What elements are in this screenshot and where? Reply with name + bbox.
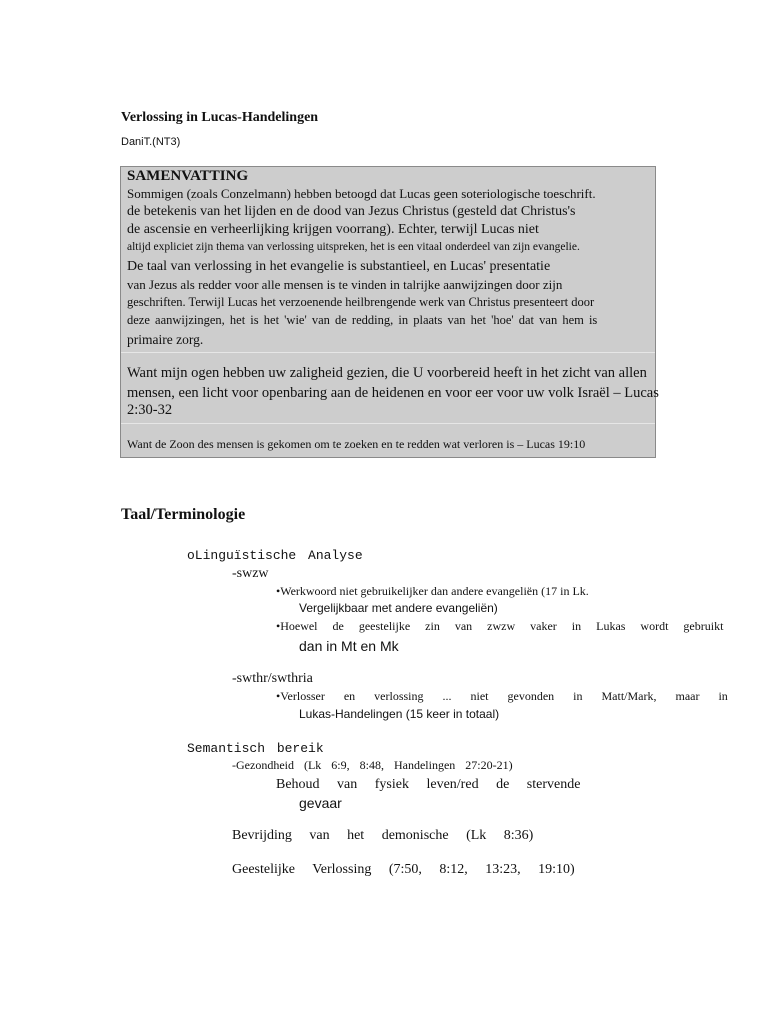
terminology-heading: Taal/Terminologie	[121, 506, 246, 523]
summary-box	[120, 166, 659, 458]
divider	[121, 423, 655, 424]
quote-line: mensen, een licht voor openbaring aan de heidenen en voor eer voor uw volk Israël – Lucas	[127, 385, 659, 401]
summary-line: De taal van verlossing in het evangelie is substantieel, en Lucas' presentatie	[127, 259, 551, 274]
bullet-text: Vergelijkbaar met andere evangeliën)	[299, 601, 498, 615]
gezondheid-line: -Gezondheid (Lk 6:9, 8:48, Handelingen 27:20-21)	[232, 758, 513, 772]
summary-heading: SAMENVATTING	[127, 168, 249, 184]
bullet-text: dan in Mt en Mk	[299, 638, 399, 654]
geestelijke-line: Geestelijke Verlossing (7:50, 8:12, 13:23, 19:10)	[232, 862, 575, 877]
linguistic-heading: oLinguïstische Analyse	[187, 548, 363, 563]
bullet-text: Lukas-Handelingen (15 keer in totaal)	[299, 707, 500, 721]
summary-line: altijd expliciet zijn thema van verlossing uitspreken, het is een vitaal onderdeel van zijn evangelie.	[127, 241, 580, 253]
summary-line: Sommigen (zoals Conzelmann) hebben betoogd dat Lucas geen soteriologische toeschrift.	[127, 186, 596, 201]
quote-line: 2:30-32	[127, 402, 173, 418]
swthr-label: -swthr/swthria	[232, 671, 313, 686]
document-title: Verlossing in Lucas-Handelingen	[121, 110, 319, 125]
bevrijding-line: Bevrijding van het demonische (Lk 8:36)	[232, 828, 534, 843]
document-author: DaniT.(NT3)	[121, 136, 181, 148]
quote-line: Want de Zoon des mensen is gekomen om te zoeken en te redden wat verloren is – Lucas 19:10	[127, 437, 586, 451]
quote-line: Want mijn ogen hebben uw zaligheid gezien, die U voorbereid heeft in het zicht van allen	[127, 365, 647, 381]
summary-line: de betekenis van het lijden en de dood van Jezus Christus (gesteld dat Christus's	[127, 204, 576, 219]
summary-line: van Jezus als redder voor alle mensen is te vinden in talrijke aanwijzingen door zijn	[127, 277, 563, 292]
bullet-text: •Hoewel de geestelijke zin van zwzw vaker in Lukas wordt gebruikt	[276, 619, 724, 633]
behoud-line: Behoud van fysiek leven/red de stervende	[276, 777, 581, 792]
summary-line: deze aanwijzingen, het is het 'wie' van de redding, in plaats van het 'hoe' dat van hem is	[127, 313, 598, 327]
summary-line: de ascensie en verheerlijking krijgen voorrang). Echter, terwijl Lucas niet	[127, 222, 539, 237]
behoud-line: gevaar	[299, 795, 342, 811]
summary-line: primaire zorg.	[127, 332, 204, 347]
bullet-text: •Verlosser en verlossing ... niet gevonden in Matt/Mark, maar in	[276, 689, 728, 703]
summary-line: geschriften. Terwijl Lucas het verzoenende heilbrengende werk van Christus presenteert door	[127, 295, 595, 309]
swzw-label: -swzw	[232, 566, 269, 581]
semantic-heading: Semantisch bereik	[187, 741, 324, 756]
bullet-text: •Werkwoord niet gebruikelijker dan andere evangeliën (17 in Lk.	[276, 584, 589, 598]
divider	[121, 352, 655, 353]
